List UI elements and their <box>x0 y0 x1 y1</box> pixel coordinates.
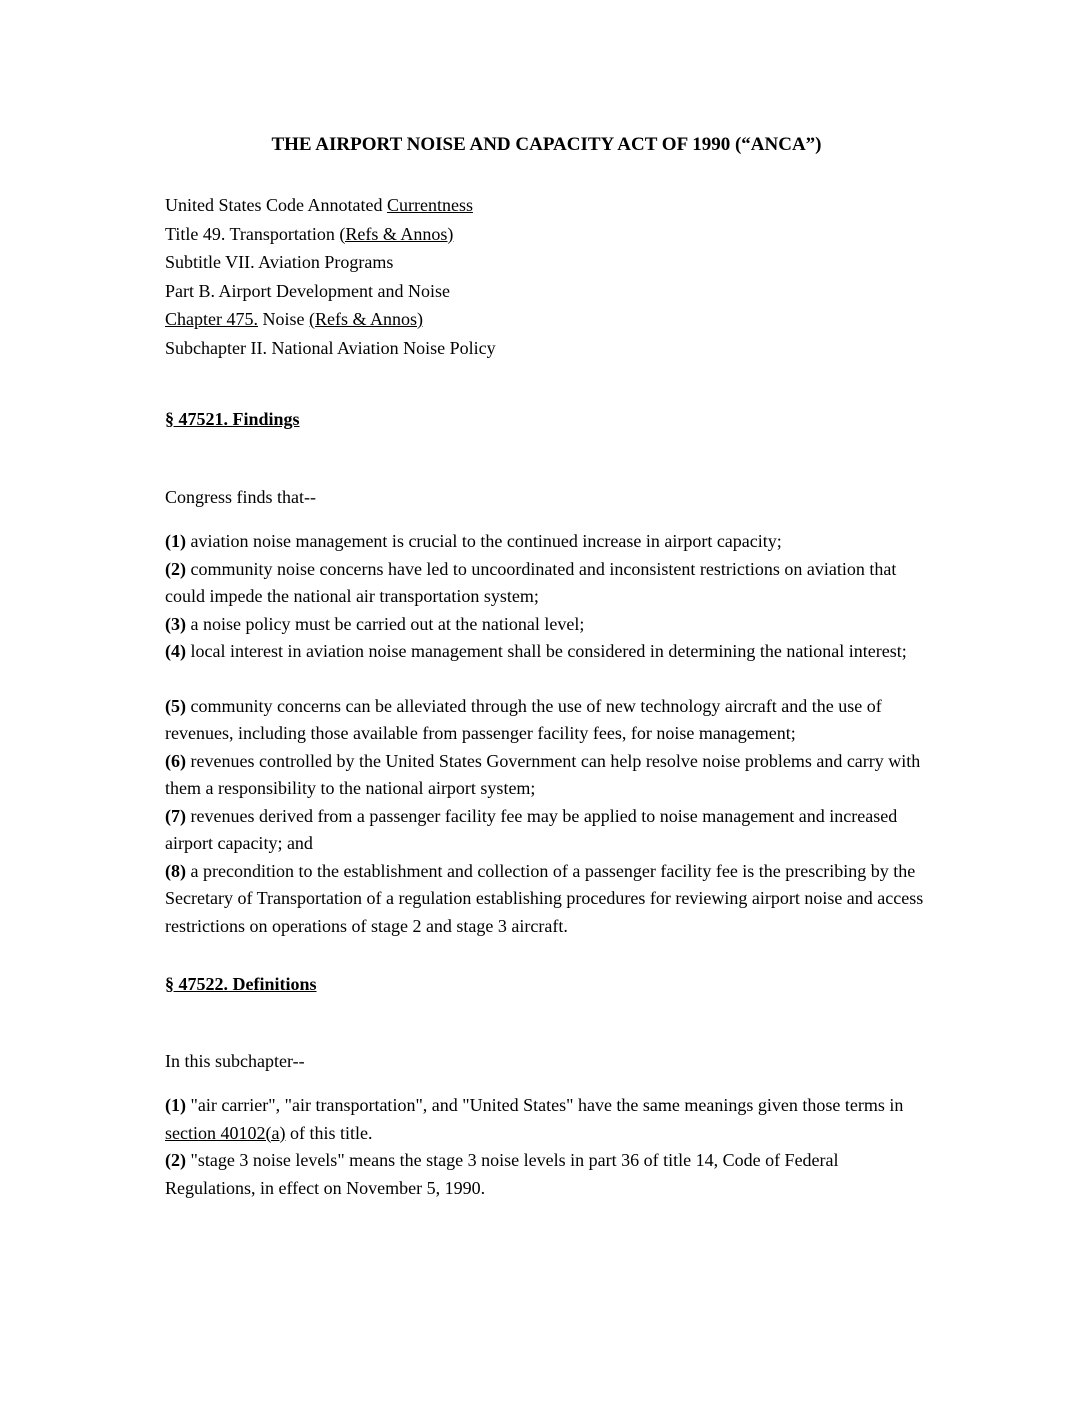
citation-line-chapter <box>165 305 928 334</box>
currentness-link[interactable]: Currentness <box>386 195 473 215</box>
item-text: a precondition to the establishment and collection of a passenger facility fee is the prescribing by the Secretary of Transportation of a regulation establishing procedures for reviewing airport noise and access restrictions on operations of stage 2 and stage 3 aircraft. <box>165 860 924 936</box>
definition-item-2 <box>165 1147 925 1202</box>
finding-item-3 <box>165 611 925 639</box>
item-number: (7) <box>165 805 186 826</box>
item-text: revenues controlled by the United States Government can help resolve noise problems and carry with them a responsibility to the national airport system; <box>165 750 921 798</box>
finding-item-7 <box>165 803 925 858</box>
definitions-intro: In this subchapter-- <box>165 1051 305 1071</box>
item-text: "air carrier", "air transportation", and "United States" have the same meanings given those terms in <box>186 1095 904 1115</box>
item-number: (3) <box>165 613 186 634</box>
item-number: (5) <box>165 695 186 716</box>
item-number: (2) <box>165 558 186 579</box>
citation-text: United States Code Annotated <box>165 195 387 215</box>
citation-block <box>165 191 928 362</box>
item-text: "stage 3 noise levels" means the stage 3 noise levels in part 36 of title 14, Code of Federal Regulations, in effect on November 5, 1990. <box>165 1150 839 1198</box>
blank-line <box>165 666 928 693</box>
section-40102a-link[interactable]: section 40102(a) <box>165 1122 286 1143</box>
item-text: a noise policy must be carried out at the national level; <box>186 613 585 634</box>
refs-annos-link-chapter[interactable]: (Refs & Annos) <box>308 309 423 329</box>
findings-items-group-2 <box>165 693 925 941</box>
item-text: aviation noise management is crucial to the continued increase in airport capacity; <box>186 531 782 551</box>
section-heading-findings: § 47521. Findings <box>165 409 300 429</box>
citation-line-part-b: Part B. Airport Development and Noise <box>165 280 450 301</box>
citation-line-subchapter: Subchapter II. National Aviation Noise Policy <box>165 337 496 358</box>
item-number: (2) <box>165 1150 186 1170</box>
finding-item-6 <box>165 748 925 803</box>
citation-text: Noise <box>257 309 309 329</box>
item-text: revenues derived from a passenger facility fee may be applied to noise management and increased airport capacity; and <box>165 805 898 853</box>
finding-item-8 <box>165 858 925 941</box>
citation-line-usca <box>165 191 928 220</box>
definition-item-1 <box>165 1092 925 1147</box>
citation-line-subtitle: Subtitle VII. Aviation Programs <box>165 252 394 272</box>
findings-items-group-1 <box>165 528 925 666</box>
item-text: community concerns can be alleviated through the use of new technology aircraft and the use of revenues, including those available from passenger facility fees, for noise management; <box>165 695 882 743</box>
finding-item-4 <box>165 638 925 666</box>
item-number: (1) <box>165 1095 186 1115</box>
citation-text: Title 49. Transportation <box>165 223 340 244</box>
finding-item-5 <box>165 693 925 748</box>
findings-intro: Congress finds that-- <box>165 487 316 507</box>
document-title: THE AIRPORT NOISE AND CAPACITY ACT OF 1990 (“ANCA”) <box>271 134 822 155</box>
definitions-items <box>165 1092 925 1202</box>
finding-item-2 <box>165 556 925 611</box>
item-number: (1) <box>165 531 186 551</box>
item-number: (4) <box>165 641 186 661</box>
item-text: local interest in aviation noise management shall be considered in determining the national interest; <box>186 641 907 661</box>
chapter-475-link[interactable]: Chapter 475. <box>165 309 258 329</box>
refs-annos-link-title49[interactable]: (Refs & Annos) <box>339 223 454 244</box>
citation-line-title49 <box>165 220 928 249</box>
section-heading-definitions: § 47522. Definitions <box>165 974 317 994</box>
item-number: (6) <box>165 750 186 771</box>
finding-item-1 <box>165 528 925 556</box>
item-number: (8) <box>165 860 186 881</box>
item-text: of this title. <box>285 1122 373 1143</box>
item-text: community noise concerns have led to uncoordinated and inconsistent restrictions on aviation that could impede the national air transportation system; <box>165 558 897 606</box>
